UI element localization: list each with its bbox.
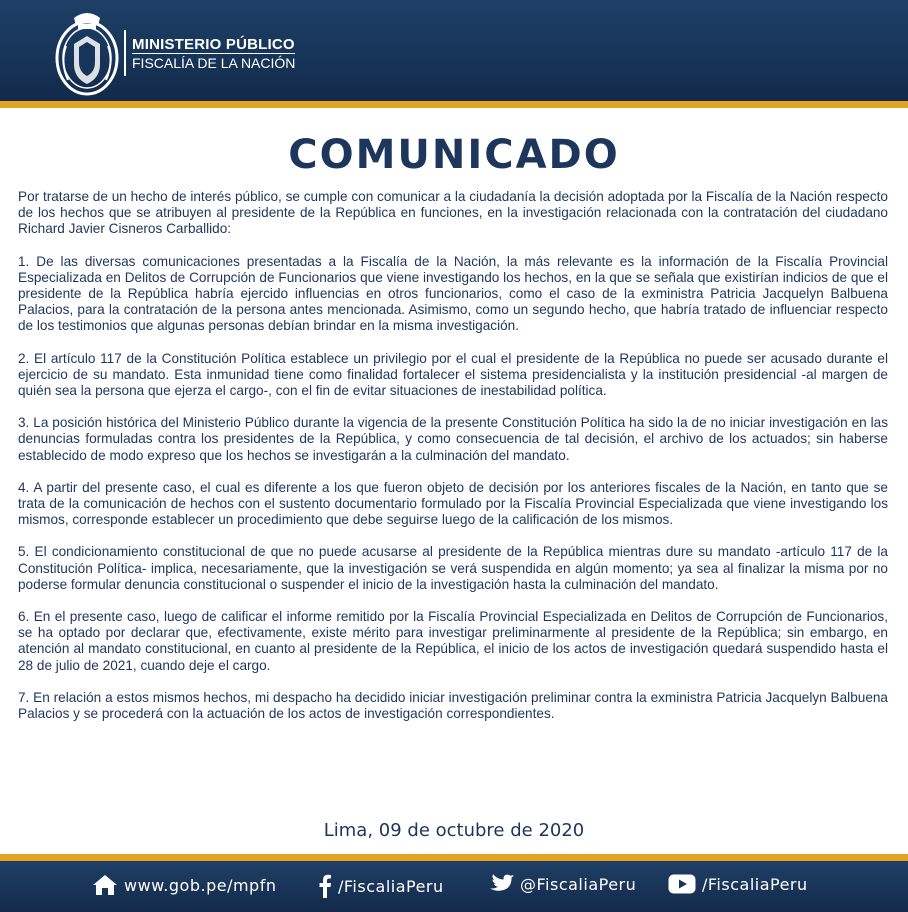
point-4: 4. A partir del presente caso, el cual es diferente a los que fueron objeto de decisión por los anteriores fiscales de la Nación, en tanto que se trata de la comunicación de hechos con el sustento documentario formulado por la Fiscalía Provincial Especializada que viene investigando los mismos, corresponde establecer un procedimiento que debe seguirse luego de la calificación de los mismos. (18, 479, 888, 528)
twitter-icon (490, 874, 514, 894)
date-line: Lima, 09 de octubre de 2020 (323, 820, 585, 841)
point-2: 2. El artículo 117 de la Constitución Política establece un privilegio por el cual el presidente de la República no puede ser acusado durante el ejercicio de su mandato. Esta inmunidad tiene como finalidad fortalecer el sistema presidencialista y la institución presidencial -al margen de quién sea la persona que ejerza el cargo-, con el fin de evitar situaciones de inestabilidad política. (18, 350, 888, 399)
org-name: MINISTERIO PÚBLICO (132, 36, 295, 53)
youtube-icon (668, 874, 696, 894)
header-gold-stripe (0, 101, 908, 108)
logo-text (132, 36, 295, 73)
document-body (18, 189, 888, 738)
header-bar (0, 0, 908, 101)
point-7: 7. En relación a estos mismos hechos, mi despacho ha decidido iniciar investigación preliminar contra la exministra Patricia Jacquelyn Balbuena Palacios y se procederá con la actuación de los actos de investigación correspondientes. (18, 689, 888, 722)
facebook-label: /FiscaliaPeru (338, 876, 444, 896)
intro-paragraph: Por tratarse de un hecho de interés público, se cumple con comunicar a la ciudadanía la decisión adoptada por la Fiscalía de la Nación respecto de los hechos que se atribuyen al presidente de la República en funciones, en la investigación relacionada con la contratación del ciudadano Richard Javier Cisneros Carballido: (18, 189, 888, 237)
point-1: 1. De las diversas comunicaciones presentadas a la Fiscalía de la Nación, la más relevante es la información de la Fiscalía Provincial Especializada en Delitos de Corrupción de Funcionarios que viene investigando los hechos, en la que se señala que existirían indicios de que el presidente de la República habría ejercido influencias en otros funcionarios, como el caso de la exministra Patricia Jacquelyn Balbuena Palacios, para la contratación de la persona antes mencionada. Asimismo, como un segundo hecho, que habría tratado de influenciar respecto de los testimonios que algunas personas debían brindar en la misma investigación. (18, 253, 888, 334)
logo-divider (124, 30, 126, 76)
website-link[interactable] (92, 874, 276, 896)
point-3: 3. La posición histórica del Ministerio Público durante la vigencia de la presente Constitución Política ha sido la de no iniciar investigación en las denuncias formuladas contra los presidentes de la República, y como consecuencia de tal decisión, el archivo de los actuados; sin haberse establecido de modo expreso que los hechos se investigarán a la culminación del mandato. (18, 415, 888, 463)
point-5: 5. El condicionamiento constitucional de que no puede acusarse al presidente de la República mientras dure su mandato -artículo 117 de la Constitución Política- implica, necesariamente, que la investigación se verá suspendida en algún momento; ya sea al finalizar la misma por no poderse formular denuncia constitucional o suspender el inicio de la investigación hasta la culminación del mandato. (18, 544, 888, 592)
footer-gold-stripe (0, 854, 908, 861)
youtube-label: /FiscaliaPeru (702, 874, 808, 894)
website-label: www.gob.pe/mpfn (124, 875, 277, 895)
facebook-icon (318, 874, 332, 898)
document-title: COMUNICADO (288, 132, 620, 178)
org-subtitle: FISCALÍA DE LA NACIÓN (132, 55, 296, 71)
twitter-label: @FiscaliaPeru (520, 874, 637, 894)
youtube-link[interactable] (668, 874, 808, 894)
facebook-link[interactable] (318, 874, 444, 898)
point-6: 6. En el presente caso, luego de calificar el informe remitido por la Fiscalía Provincial Especializada en Delitos de Corrupción de Funcionarios, se ha optado por declarar que, efectivamente, existe mérito para investigar preliminarmente al presidente de la República; sin embargo, en atención al mandato constitucional, en cuanto al presidente de la República, el inicio de los actos de investigación quedará suspendido hasta el 28 de julio de 2021, cuando deje el cargo. (18, 609, 888, 673)
home-icon (92, 874, 118, 896)
footer-bar (0, 861, 908, 912)
coat-of-arms-seal-icon (52, 6, 122, 98)
twitter-link[interactable] (490, 874, 636, 894)
